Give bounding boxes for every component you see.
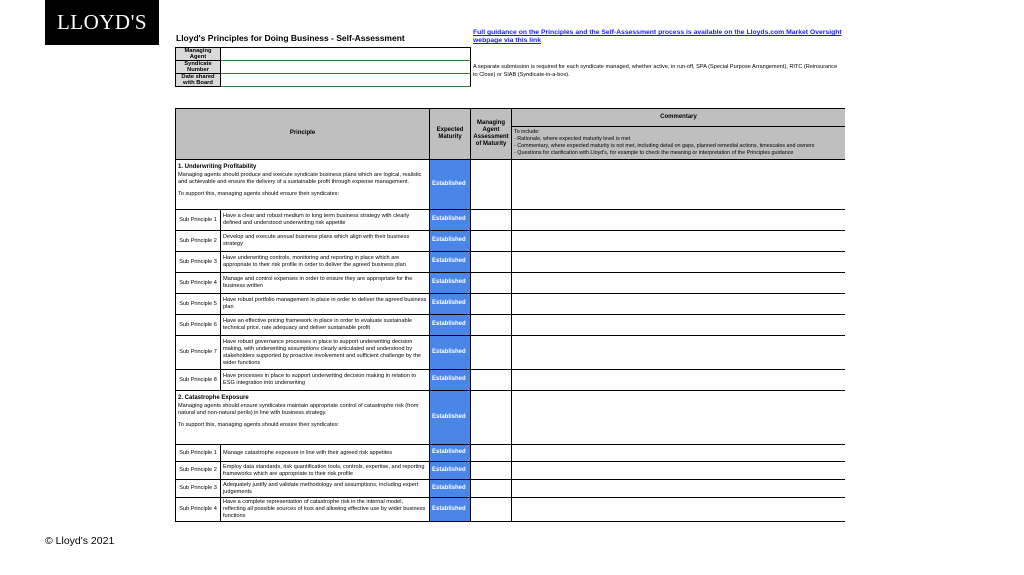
section-support-text: To support this, managing agents should ensure their syndicates: [178,422,340,429]
commentary-cell[interactable] [512,294,846,315]
assessment-cell[interactable] [471,160,512,210]
sub-principle-row [176,462,846,480]
assessment-cell[interactable] [471,370,512,391]
commentary-cell[interactable] [512,210,846,231]
assessment-cell[interactable] [471,391,512,445]
expected-maturity-cell: Established [430,480,471,498]
sub-principle-row [176,210,846,231]
commentary-cell[interactable] [512,480,846,498]
meta-row-managing-agent [176,48,471,61]
sub-principle-text: Develop and execute annual business plans which align with their business strategy [221,231,430,252]
section-text: Managing agents should produce and execute syndicate business plans which are logical, realistic and achievable and ensure the delivery of a sustainable profit through expense management. [178,171,422,186]
commentary-note: - Rationale, where expected maturity level is met [514,136,631,143]
principle-header: Principle [176,109,430,160]
expected-maturity-cell: Established [430,336,471,370]
commentary-cell[interactable] [512,498,846,522]
section-row [176,391,846,445]
sub-principle-text: Have a clear and robust medium to long term business strategy with clearly defined and understood underwriting risk appetite [221,210,430,231]
header-row [176,109,846,127]
commentary-cell[interactable] [512,462,846,480]
sub-principle-row [176,445,846,462]
sub-principle-text: Manage and control expenses in order to ensure they are appropriate for the business written [221,273,430,294]
commentary-cell[interactable] [512,315,846,336]
assessment-cell[interactable] [471,462,512,480]
section-title: 2. Catastrophe Exposure [178,395,249,402]
sub-principle-row [176,498,846,522]
assessment-cell[interactable] [471,445,512,462]
commentary-note: - Commentary, where expected maturity is not met, including detail on gaps, planned remedial actions, timescales and owners [514,143,815,150]
sub-principle-label: Sub Principle 7 [176,336,221,370]
meta-row-syndicate-number [176,61,471,74]
sub-principle-text: Have robust governance processes in place to support underwriting decision making, with underwriting assumptions clearly articulated and understood by stakeholders supported by proactive involvement and sufficient challenge by the wider functions [221,336,430,370]
sub-principle-label: Sub Principle 1 [176,210,221,231]
expected-maturity-cell: Established [430,445,471,462]
principles-body [176,160,846,522]
assessment-cell[interactable] [471,273,512,294]
guidance-note: A separate submission is required for each syndicate managed, whether active, in run-off, SPA (Special Purpose Arrangement), RITC (Reinsurance to Close) or SIAB (Syndicate-in-a-box). [473,64,838,78]
expected-maturity-cell: Established [430,273,471,294]
sub-principle-label: Sub Principle 3 [176,480,221,498]
expected-maturity-header: Expected Maturity [430,109,471,160]
sub-principle-row [176,315,846,336]
section-text: Managing agents should ensure syndicates maintain appropriate control of catastrophe risk (from natural and non-natural perils) in line with business strategy. [178,402,419,417]
commentary-cell[interactable] [512,160,846,210]
sub-principle-label: Sub Principle 1 [176,445,221,462]
self-assessment-sheet [173,28,845,523]
expected-maturity-cell: Established [430,231,471,252]
meta-label: Date shared with Board [176,74,221,87]
expected-maturity-cell: Established [430,370,471,391]
commentary-cell[interactable] [512,370,846,391]
commentary-note: - Questions for clarification with Lloyd's, for example to check the meaning or interpretation of the Principles guidance [514,150,794,157]
syndicate-number-field[interactable] [221,61,471,74]
sub-principle-row [176,480,846,498]
assessment-cell[interactable] [471,498,512,522]
commentary-cell[interactable] [512,252,846,273]
sub-principle-row [176,231,846,252]
assessment-cell[interactable] [471,210,512,231]
meta-label: Syndicate Number [176,61,221,74]
sub-principle-row [176,294,846,315]
sub-principle-label: Sub Principle 4 [176,498,221,522]
section-title: 1. Underwriting Profitability [178,164,257,171]
assessment-cell[interactable] [471,231,512,252]
sub-principle-label: Sub Principle 6 [176,315,221,336]
meta-row-date-shared [176,74,471,87]
sub-principle-label: Sub Principle 3 [176,252,221,273]
section-row [176,160,846,210]
guidance-link[interactable]: Full guidance on the Principles and the Self-Assessment process is available on the Lloyds.com Market Oversight webpage via this link [473,29,842,45]
copyright-footer: © Lloyd's 2021 [45,535,115,547]
sub-principle-label: Sub Principle 4 [176,273,221,294]
sub-principle-text: Have a complete representation of catastrophe risk in the internal model, reflecting all possible sources of loss and allowing effective use by wider business functions [221,498,430,522]
sub-principle-text: Have robust portfolio management in place in order to deliver the agreed business plan [221,294,430,315]
commentary-cell[interactable] [512,273,846,294]
assessment-cell[interactable] [471,315,512,336]
commentary-header: Commentary [512,109,846,127]
sub-principle-row [176,273,846,294]
sub-principle-text: Have processes in place to support underwriting decision making in relation to ESG integration into underwriting [221,370,430,391]
assessment-cell[interactable] [471,252,512,273]
section-support-text: To support this, managing agents should ensure their syndicates: [178,191,340,198]
sub-principle-label: Sub Principle 2 [176,231,221,252]
commentary-notes [512,127,846,160]
assessment-cell[interactable] [471,294,512,315]
expected-maturity-cell: Established [430,210,471,231]
sub-principle-text: Have an effective pricing framework in place in order to evaluate sustainable technical price, rate adequacy and deliver sustainable profit [221,315,430,336]
principles-table [175,108,845,522]
expected-maturity-cell: Established [430,462,471,480]
commentary-cell[interactable] [512,445,846,462]
meta-table [175,47,471,87]
section-cell [176,391,430,445]
expected-maturity-cell: Established [430,498,471,522]
sub-principle-text: Adequately justify and validate methodology and assumptions, including expert judgements [221,480,430,498]
sub-principle-text: Manage catastrophe exposure in line with their agreed risk appetites [221,445,430,462]
meta-label: Managing Agent [176,48,221,61]
lloyds-logo: LLOYD'S [45,0,159,45]
sub-principle-label: Sub Principle 5 [176,294,221,315]
expected-maturity-cell: Established [430,294,471,315]
sheet-title: Lloyd's Principles for Doing Business - Self-Assessment [176,33,405,43]
commentary-cell[interactable] [512,336,846,370]
expected-maturity-cell: Established [430,315,471,336]
assessment-cell[interactable] [471,480,512,498]
sub-principle-row [176,252,846,273]
sub-principle-text: Employ data standards, risk quantification tools, controls, expertise, and reporting frameworks which are appropriate to their risk profile [221,462,430,480]
assessment-header: Managing Agent Assessment of Maturity [471,109,512,160]
sub-principle-row [176,336,846,370]
managing-agent-field[interactable] [221,48,471,61]
commentary-cell[interactable] [512,391,846,445]
sub-principle-label: Sub Principle 2 [176,462,221,480]
assessment-cell[interactable] [471,336,512,370]
expected-maturity-cell: Established [430,160,471,210]
sub-principle-label: Sub Principle 8 [176,370,221,391]
commentary-note: To include: [514,129,540,135]
expected-maturity-cell: Established [430,252,471,273]
expected-maturity-cell: Established [430,391,471,445]
date-shared-field[interactable] [221,74,471,87]
section-cell [176,160,430,210]
commentary-cell[interactable] [512,231,846,252]
sub-principle-text: Have underwriting controls, monitoring and reporting in place which are appropriate to their risk profile in order to deliver the agreed business plan [221,252,430,273]
sub-principle-row [176,370,846,391]
